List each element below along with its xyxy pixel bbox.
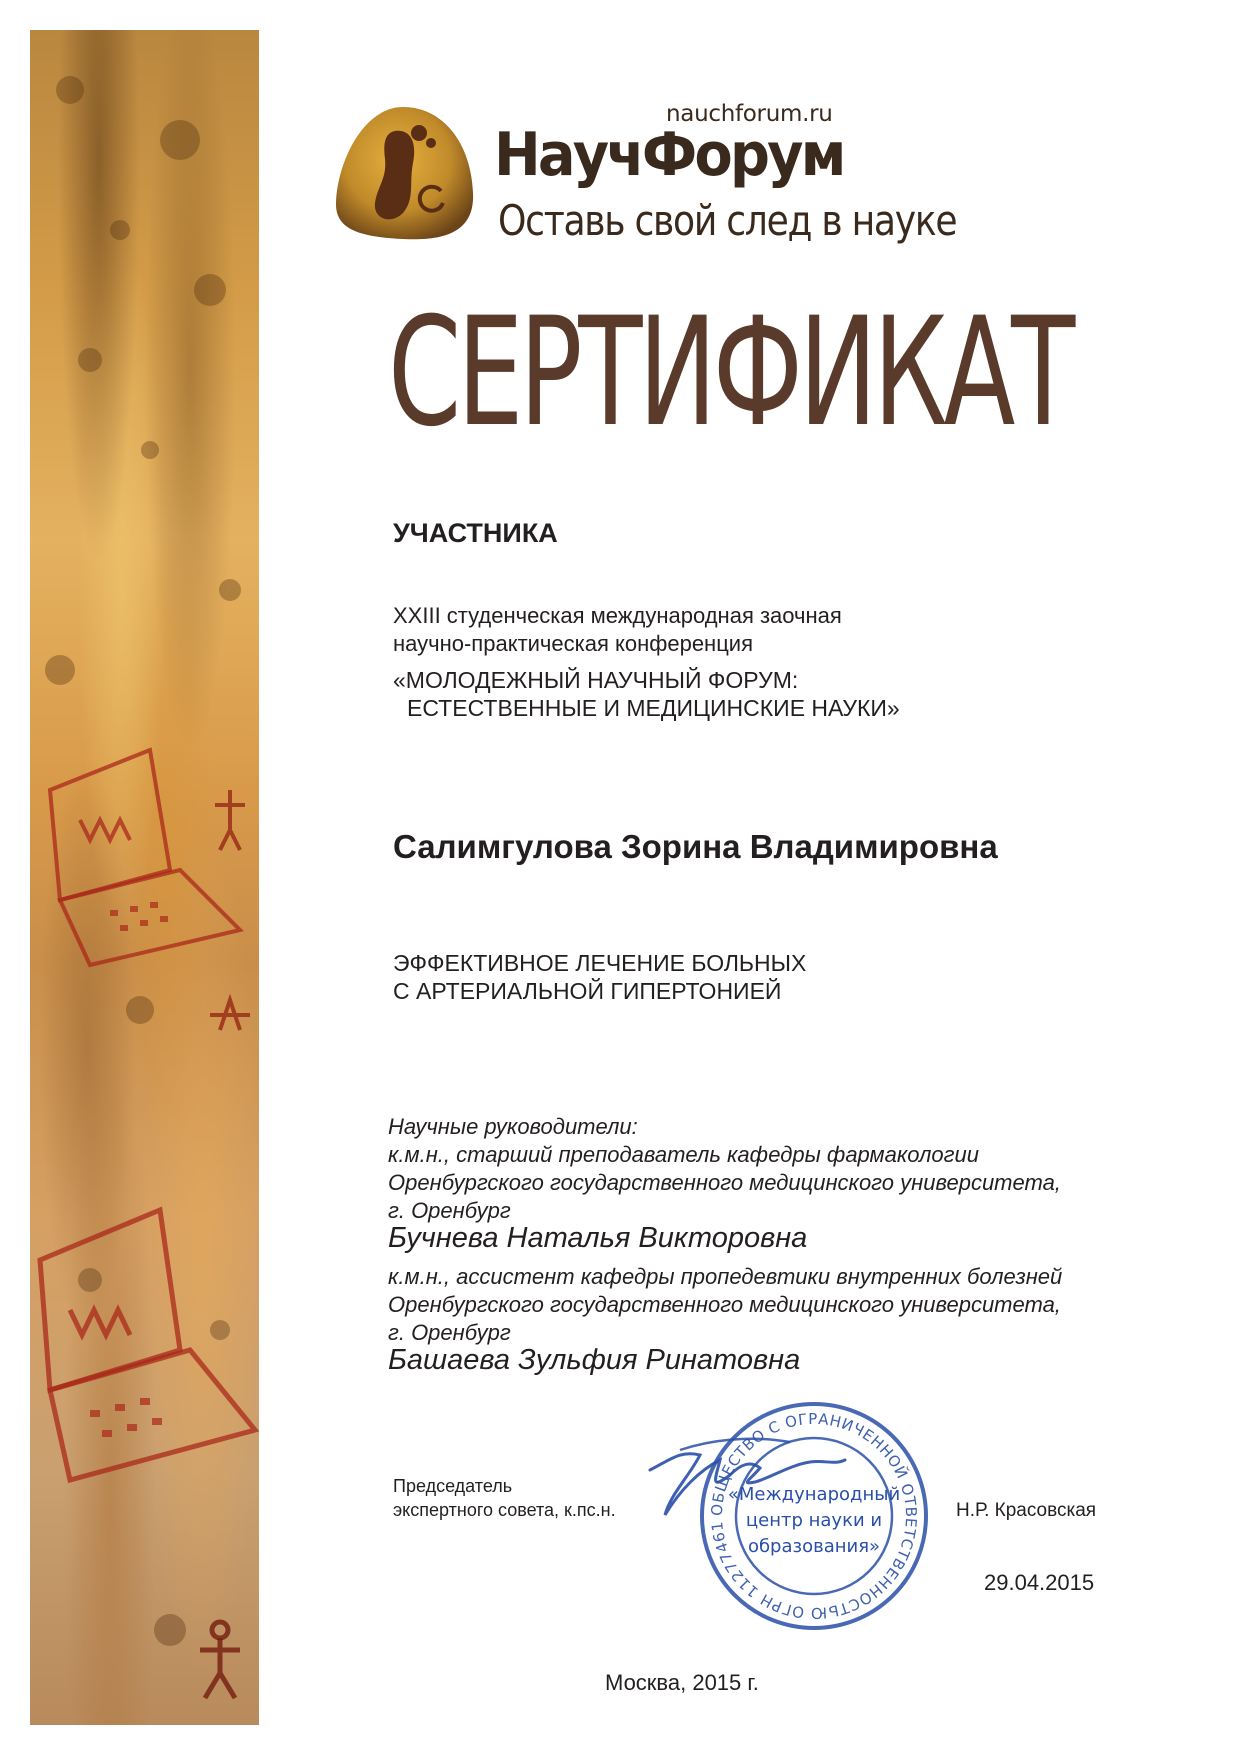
stamp-center-line-3: образования»: [747, 1536, 881, 1557]
stamp-center-line-1: «Международный: [727, 1484, 901, 1505]
participant-name: Салимгулова Зорина Владимировна: [393, 828, 998, 865]
issue-place: Москва, 2015 г.: [605, 1670, 759, 1695]
supervisor-1-name: Бучнева Наталья Викторовна: [388, 1222, 808, 1254]
topic-line-2: С АРТЕРИАЛЬНОЙ ГИПЕРТОНИЕЙ: [393, 978, 782, 1004]
certificate-title: СЕРТИФИКАТ: [388, 286, 1072, 460]
supervisor-1-title-line-1: к.м.н., старший преподаватель кафедры фармакологии: [388, 1142, 979, 1167]
supervisor-2-title-line-1: к.м.н., ассистент кафедры пропедевтики внутренних болезней: [388, 1264, 1063, 1289]
supervisor-2-name: Башаева Зульфия Ринатовна: [388, 1344, 801, 1376]
conference-name-line-2: ЕСТЕСТВЕННЫЕ И МЕДИЦИНСКИЕ НАУКИ»: [407, 695, 900, 721]
brand-slogan: Оставь свой след в науке: [498, 196, 957, 245]
issue-date: 29.04.2015: [984, 1570, 1095, 1595]
chair-title-line-1: Председатель: [393, 1476, 513, 1496]
supervisor-2-title-line-2: Оренбургского государственного медицинского университета,: [388, 1292, 1061, 1317]
decorative-strip: [30, 30, 259, 1725]
conference-name-line-1: «МОЛОДЕЖНЫЙ НАУЧНЫЙ ФОРУМ:: [393, 667, 799, 693]
supervisor-2-title-line-3: г. Оренбург: [388, 1320, 511, 1345]
stamp-center-line-2: центр науки и: [745, 1510, 883, 1531]
signature: [640, 1420, 850, 1530]
stamp-ring-text: ОБЩЕСТВО С ОГРАНИЧЕННОЙ ОТВЕТСТВЕННОСТЬЮ ОГРН 11277461: [707, 1409, 921, 1623]
chair-title-line-2: экспертного совета, к.пс.н.: [393, 1500, 616, 1520]
chair-name: Н.Р. Красовская: [956, 1500, 1097, 1521]
supervisors-heading: Научные руководители:: [388, 1114, 638, 1139]
site-url: nauchforum.ru: [666, 101, 833, 127]
certificate-subtitle: УЧАСТНИКА: [393, 518, 558, 548]
supervisor-1-title-line-3: г. Оренбург: [388, 1198, 511, 1223]
conference-line-2: научно-практическая конференция: [393, 631, 754, 656]
footprint-logo-icon: [333, 103, 476, 243]
conference-line-1: XXIII студенческая международная заочная: [393, 603, 842, 628]
rock-art-drawings: [30, 30, 259, 1725]
supervisor-1-title-line-2: Оренбургского государственного медицинского университета,: [388, 1170, 1061, 1195]
brand-name: НаучФорум: [494, 120, 844, 190]
topic-line-1: ЭФФЕКТИВНОЕ ЛЕЧЕНИЕ БОЛЬНЫХ: [393, 950, 807, 976]
